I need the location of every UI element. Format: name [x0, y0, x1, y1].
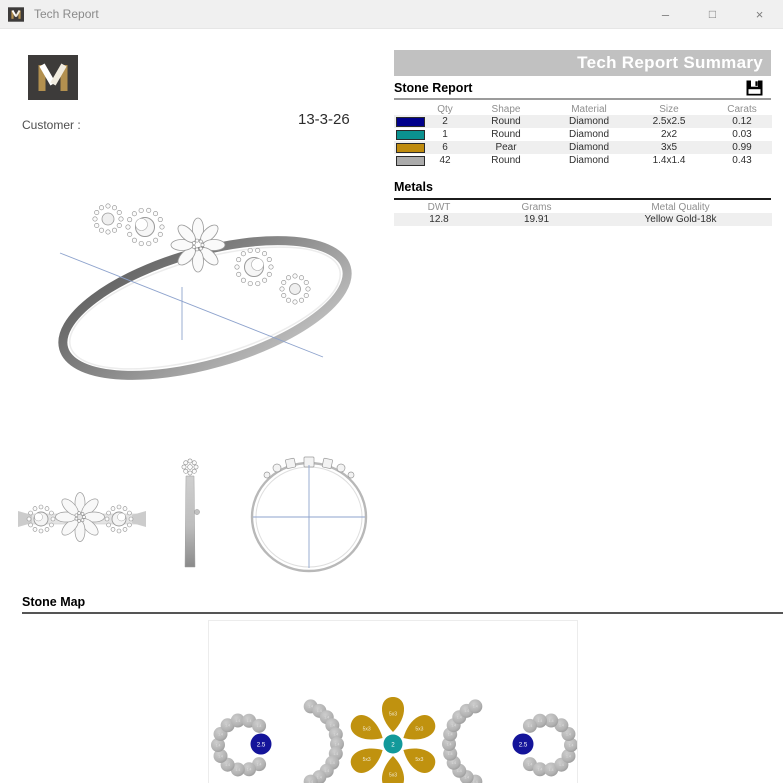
- svg-text:1.4: 1.4: [225, 763, 231, 767]
- col-shape: Shape: [491, 103, 521, 115]
- stone-crescent-right: [442, 699, 482, 783]
- top-view-render: [18, 483, 146, 555]
- svg-text:1.4: 1.4: [218, 732, 223, 737]
- stone-map-diagram: [209, 621, 577, 783]
- metals-data-row: 12.8 19.91 Yellow Gold-18k: [394, 213, 772, 226]
- metals-header-row: [394, 202, 772, 213]
- window-controls: [642, 0, 783, 28]
- flower-stone-cluster: [347, 697, 439, 783]
- svg-text:1.4: 1.4: [246, 767, 252, 772]
- svg-text:5x3: 5x3: [362, 726, 371, 733]
- svg-text:1.4: 1.4: [215, 743, 221, 748]
- stone-color-swatch: [396, 156, 425, 166]
- svg-text:1.4: 1.4: [566, 732, 571, 737]
- maximize-button[interactable]: □: [708, 7, 717, 21]
- svg-text:1.4: 1.4: [537, 767, 543, 772]
- title-bar: [0, 0, 783, 29]
- svg-text:1.4: 1.4: [235, 718, 241, 723]
- svg-text:1.4: 1.4: [472, 779, 478, 783]
- svg-text:1.4: 1.4: [568, 743, 574, 748]
- svg-text:2.5: 2.5: [256, 741, 266, 749]
- stone-color-swatch: [396, 143, 425, 153]
- bangle-3d-render: [45, 183, 360, 423]
- svg-text:1.4: 1.4: [329, 723, 335, 728]
- svg-text:1.4: 1.4: [558, 763, 564, 767]
- svg-text:1.4: 1.4: [308, 704, 314, 709]
- metals-table: [394, 202, 772, 226]
- stone-report-heading: Stone Report: [394, 81, 473, 95]
- stone-report-table: [394, 103, 772, 167]
- col-size: Size: [659, 103, 679, 115]
- svg-text:5x3: 5x3: [388, 711, 398, 718]
- col-dwt: DWT: [427, 202, 451, 213]
- metals-divider: [394, 198, 771, 200]
- svg-text:1.4: 1.4: [324, 769, 330, 774]
- stone-map-heading: Stone Map: [22, 595, 86, 609]
- svg-text:1.4: 1.4: [256, 724, 262, 729]
- stone-report-divider: [394, 98, 771, 100]
- col-metal-quality: Metal Quality: [651, 202, 710, 213]
- col-material: Material: [571, 103, 607, 115]
- side-profile-render: [167, 455, 213, 575]
- dimension-line-diagonal: [60, 253, 323, 357]
- svg-text:1.4: 1.4: [527, 762, 533, 767]
- svg-text:1.4: 1.4: [333, 732, 339, 737]
- svg-text:1.4: 1.4: [566, 754, 571, 759]
- svg-text:1.4: 1.4: [333, 751, 339, 756]
- svg-text:5x3: 5x3: [362, 757, 371, 764]
- svg-text:1.4: 1.4: [235, 767, 241, 772]
- svg-text:1.4: 1.4: [218, 754, 223, 759]
- svg-text:1.4: 1.4: [316, 775, 322, 780]
- company-logo: [28, 55, 78, 100]
- col-carats: Carats: [727, 103, 757, 115]
- close-button[interactable]: ×: [755, 6, 764, 22]
- table-row: 1 Round Diamond 2x2 0.03: [394, 128, 772, 141]
- save-icon[interactable]: [746, 80, 763, 96]
- svg-text:1.4: 1.4: [316, 709, 322, 714]
- svg-text:1.4: 1.4: [464, 709, 470, 714]
- svg-text:1.4: 1.4: [246, 719, 252, 724]
- col-qty: Qty: [437, 103, 453, 115]
- reference-number: 13-3-26: [298, 111, 350, 128]
- metals-heading: Metals: [394, 180, 433, 194]
- stone-map-divider: [22, 612, 783, 614]
- app-logo-icon: [8, 7, 24, 22]
- svg-text:1.4: 1.4: [548, 767, 554, 772]
- svg-text:1.4: 1.4: [334, 742, 340, 747]
- minimize-button[interactable]: –: [661, 6, 670, 22]
- svg-text:1.4: 1.4: [451, 761, 457, 766]
- window-title: Tech Report: [34, 7, 99, 21]
- summary-header: Tech Report Summary: [394, 50, 771, 76]
- svg-text:5x3: 5x3: [388, 772, 398, 779]
- stone-table-header-row: [394, 103, 772, 115]
- svg-text:1.4: 1.4: [558, 723, 564, 728]
- col-grams: Grams: [521, 202, 552, 213]
- svg-text:1.4: 1.4: [464, 775, 470, 780]
- stone-crescent-left: [304, 699, 344, 783]
- svg-text:2.5: 2.5: [518, 741, 528, 749]
- svg-text:5x3: 5x3: [415, 726, 424, 733]
- svg-text:1.4: 1.4: [472, 704, 478, 709]
- svg-text:1.4: 1.4: [308, 779, 314, 783]
- svg-text:1.4: 1.4: [329, 761, 335, 766]
- flower-motif: [171, 218, 225, 272]
- customer-label: Customer :: [22, 118, 81, 132]
- accent-stone-right: [513, 734, 534, 755]
- stone-color-swatch: [396, 117, 425, 127]
- table-row: 6 Pear Diamond 3x5 0.99: [394, 141, 772, 154]
- table-row: 42 Round Diamond 1.4x1.4 0.43: [394, 154, 772, 167]
- svg-text:1.4: 1.4: [447, 751, 453, 756]
- svg-text:1.4: 1.4: [456, 715, 462, 720]
- svg-text:2: 2: [391, 741, 395, 749]
- svg-text:1.4: 1.4: [447, 732, 453, 737]
- svg-text:1.4: 1.4: [456, 769, 462, 774]
- svg-text:1.4: 1.4: [446, 742, 452, 747]
- svg-text:1.4: 1.4: [537, 719, 543, 724]
- stone-map-panel: [208, 620, 578, 783]
- svg-text:1.4: 1.4: [225, 723, 231, 728]
- stone-color-swatch: [396, 130, 425, 140]
- svg-text:1.4: 1.4: [548, 718, 554, 723]
- front-view-render: [246, 455, 374, 575]
- center-stone: [384, 735, 403, 754]
- svg-text:1.4: 1.4: [451, 723, 457, 728]
- svg-text:1.4: 1.4: [527, 724, 533, 729]
- table-row: 2 Round Diamond 2.5x2.5 0.12: [394, 115, 772, 128]
- svg-text:5x3: 5x3: [415, 757, 424, 764]
- accent-stone-left: [251, 734, 272, 755]
- svg-text:1.4: 1.4: [256, 762, 262, 767]
- svg-text:1.4: 1.4: [324, 715, 330, 720]
